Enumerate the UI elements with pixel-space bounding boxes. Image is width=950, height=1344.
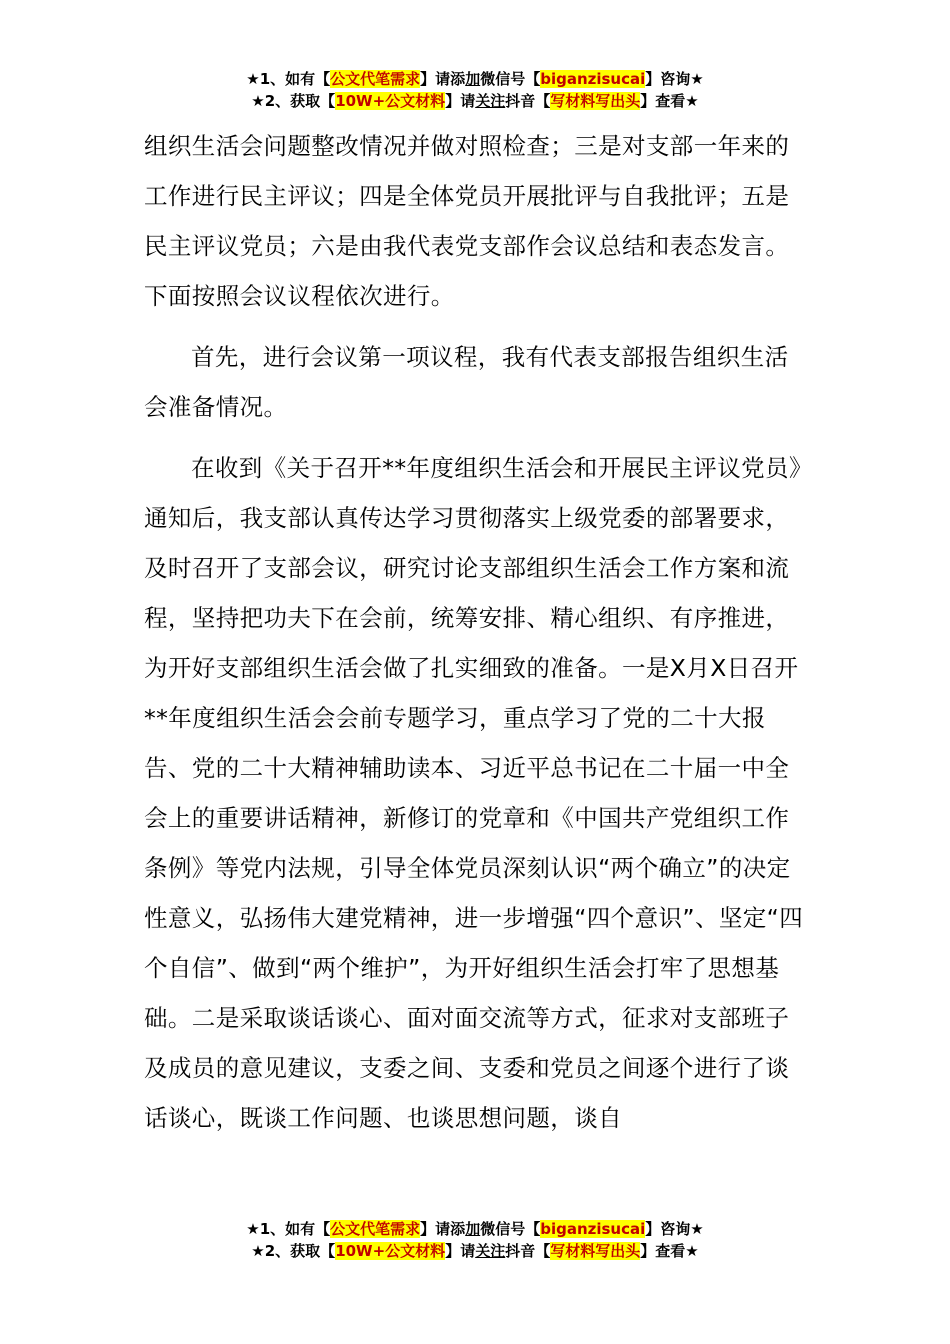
highlight-service: 公文代笔需求 [330,1220,421,1238]
banner-text: 微信号【 [480,1220,541,1238]
highlight-wechat-id: biganzisucai [540,70,646,88]
banner-text: 】请 [445,1242,476,1260]
banner-underlined-text: 加 [465,1220,481,1238]
banner-text: 】咨询★ [645,1220,704,1238]
highlight-douyin-account: 写材料写出头 [550,92,641,110]
banner-underlined-text: 加 [465,70,481,88]
banner-text: ★1、如有【 [246,70,331,88]
paragraph-preparation: 在收到《关于召开**年度组织生活会和开展民主评议党员》通知后，我支部认真传达学习贯彻落实上级党委的部署要求，及时召开了支部会议，研究讨论支部组织生活会工作方案和流程，坚持把功夫下在会前，统筹安排、精心组织、有序推进，为开好支部组织生活会做了扎实细致的准备。一是X月X日召开**年度组织生活会会前专题学习，重点学习了党的二十大报告、党的二十大精神辅助读本、习近平总书记在二十届一中全会上的重要讲话精神，新修订的党章和《中国共产党组织工作条例》等党内法规，引导全体党员深刻认识“两个确立”的决定性意义，弘扬伟大建党精神，进一步增强“四个意识”、坚定“四个自信”、做到“两个维护”，为开好组织生活会打牢了思想基础。二是采取谈话谈心、面对面交流等方式，征求对支部班子及成员的意见建议，支委之间、支委和党员之间逐个进行了谈话谈心，既谈工作问题、也谈思想问题，谈自 [144,454,804,1132]
banner-text: 】查看★ [640,92,699,110]
banner-text: ★2、获取【 [251,92,336,110]
footer-banner [0,1218,950,1262]
banner-text: 】查看★ [640,1242,699,1260]
banner-line-1 [0,68,950,90]
paragraph-first-item: 首先，进行会议第一项议程，我有代表支部报告组织生活会准备情况。 [144,343,789,421]
highlight-service: 公文代笔需求 [330,70,421,88]
banner-text: 抖音【 [505,92,551,110]
banner-text: 微信号【 [480,70,541,88]
banner-line-2 [0,90,950,112]
banner-text: ★2、获取【 [251,1242,336,1260]
banner-line-2 [0,1240,950,1262]
banner-text: 抖音【 [505,1242,551,1260]
banner-text: 】请 [445,92,476,110]
paragraph-agenda-continued: 组织生活会问题整改情况并做对照检查；三是对支部一年来的工作进行民主评议；四是全体党员开展批评与自我批评；五是民主评议党员；六是由我代表党支部作会议总结和表态发言。下面按照会议议程依次进行。 [144,132,790,310]
banner-text: 】请添 [420,70,466,88]
highlight-wechat-id: biganzisucai [540,1220,646,1238]
banner-text: ★1、如有【 [246,1220,331,1238]
highlight-materials: 10W+公文材料 [335,1242,446,1260]
highlight-douyin-account: 写材料写出头 [550,1242,641,1260]
header-banner [0,68,950,112]
highlight-materials: 10W+公文材料 [335,92,446,110]
banner-text: 】请添 [420,1220,466,1238]
document-body [144,121,808,1143]
banner-line-1 [0,1218,950,1240]
banner-text: 】咨询★ [645,70,704,88]
banner-underlined-text: 关注 [475,1242,506,1260]
banner-underlined-text: 关注 [475,92,506,110]
